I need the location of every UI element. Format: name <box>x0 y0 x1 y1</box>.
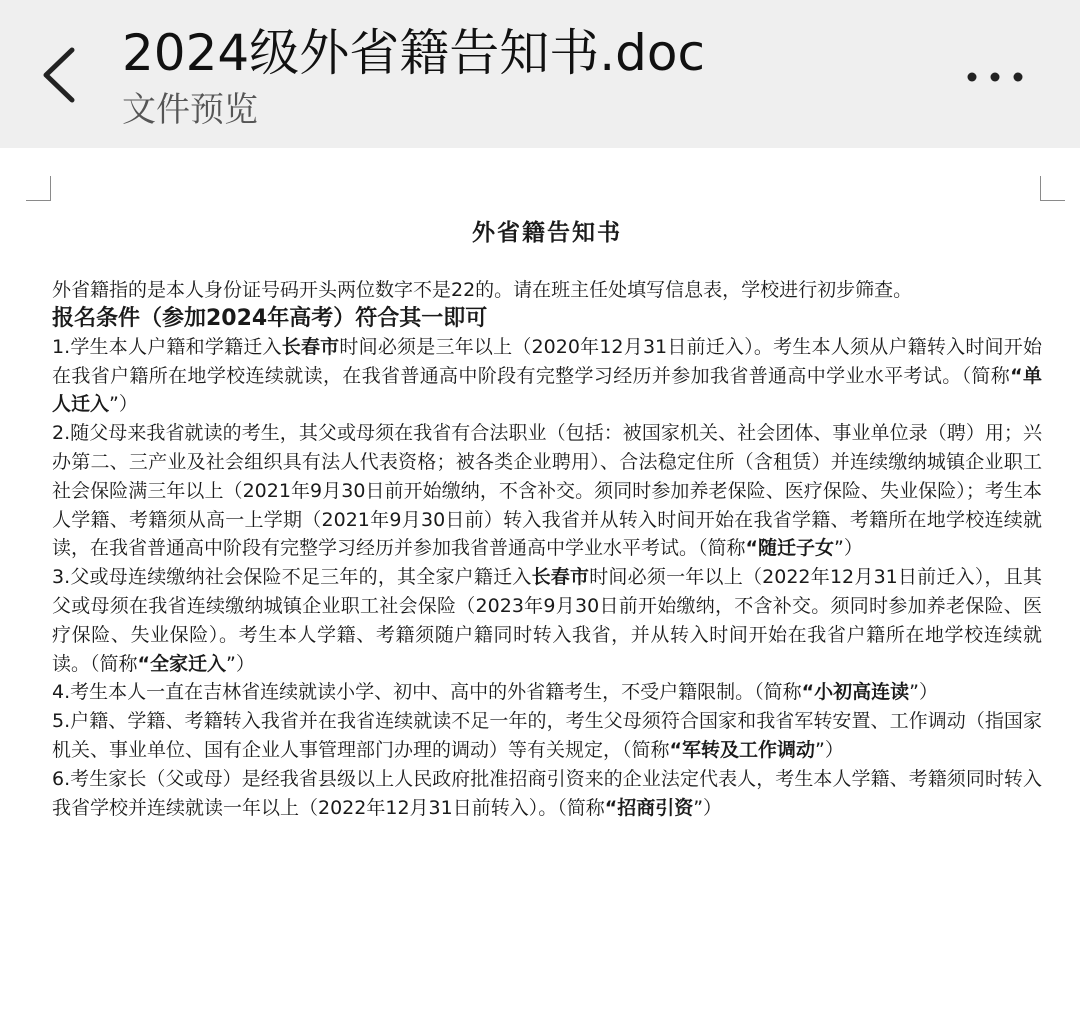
app-header <box>0 0 1080 148</box>
condition-item: 6.考生家长（父或母）是经我省县级以上人民政府批准招商引资来的企业法定代表人，考生本人学籍、考籍须同时转入我省学校并连续就读一年以上（2022年12月31日前转入）。（简称“招商引资”） <box>52 767 1042 819</box>
condition-item: 2.随父母来我省就读的考生，其父或母须在我省有合法职业（包括：被国家机关、社会团体、事业单位录（聘）用；兴办第二、三产业及社会组织具有法人代表资格；被各类企业聘用）、合法稳定住所（含租赁）并连续缴纳城镇企业职工社会保险满三年以上（2021年9月30日前开始缴纳，不含补交。须同时参加养老保险、医疗保险、失业保险）；考生本人学籍、考籍须从高一上学期（2021年9月30日前）转入我省并从转入时间开始在我省学籍、考籍所在地学校连续就读，在我省普通高中阶段有完整学习经历并参加我省普通高中学业水平考试。（简称“随迁子女”） <box>52 422 1042 560</box>
chevron-left-icon <box>30 40 90 110</box>
more-options-button[interactable] <box>960 60 1030 94</box>
more-horizontal-icon <box>960 60 1030 94</box>
condition-item: 1.学生本人户籍和学籍迁入长春市时间必须是三年以上（2020年12月31日前迁入）。考生本人须从户籍转入时间开始在我省户籍所在地学校连续就读，在我省普通高中阶段有完整学习经历并参加我省普通高中学业水平考试。（简称“单人迁入”） <box>52 335 1042 416</box>
file-preview-label: 文件预览 <box>122 90 258 130</box>
file-title: 2024级外省籍告知书.doc <box>122 24 705 82</box>
page-corner-mark <box>26 176 51 201</box>
condition-item: 4.考生本人一直在吉林省连续就读小学、初中、高中的外省籍考生，不受户籍限制。（简称“小初高连读”） <box>52 681 938 704</box>
intro-paragraph: 外省籍指的是本人身份证号码开头两位数字不是22的。请在班主任处填写信息表，学校进行初步筛查。 <box>52 279 913 301</box>
back-button[interactable] <box>30 40 90 110</box>
document-title: 外省籍告知书 <box>472 220 622 246</box>
page-corner-mark <box>1040 176 1065 201</box>
section-heading: 报名条件（参加2024年高考）符合其一即可 <box>52 305 488 331</box>
document-body[interactable] <box>52 214 1042 822</box>
condition-item: 5.户籍、学籍、考籍转入我省并在我省连续就读不足一年的，考生父母须符合国家和我省军转安置、工作调动（指国家机关、事业单位、国有企业人事管理部门办理的调动）等有关规定，（简称“军转及工作调动”） <box>52 710 1042 761</box>
condition-item: 3.父或母连续缴纳社会保险不足三年的，其全家户籍迁入长春市时间必须一年以上（2022年12月31日前迁入），且其父或母须在我省连续缴纳城镇企业职工社会保险（2023年9月30日前开始缴纳，不含补交。须同时参加养老保险、医疗保险、失业保险）。考生本人学籍、考籍须随户籍同时转入我省，并从转入时间开始在我省户籍所在地学校连续就读。（简称“全家迁入”） <box>52 566 1042 675</box>
